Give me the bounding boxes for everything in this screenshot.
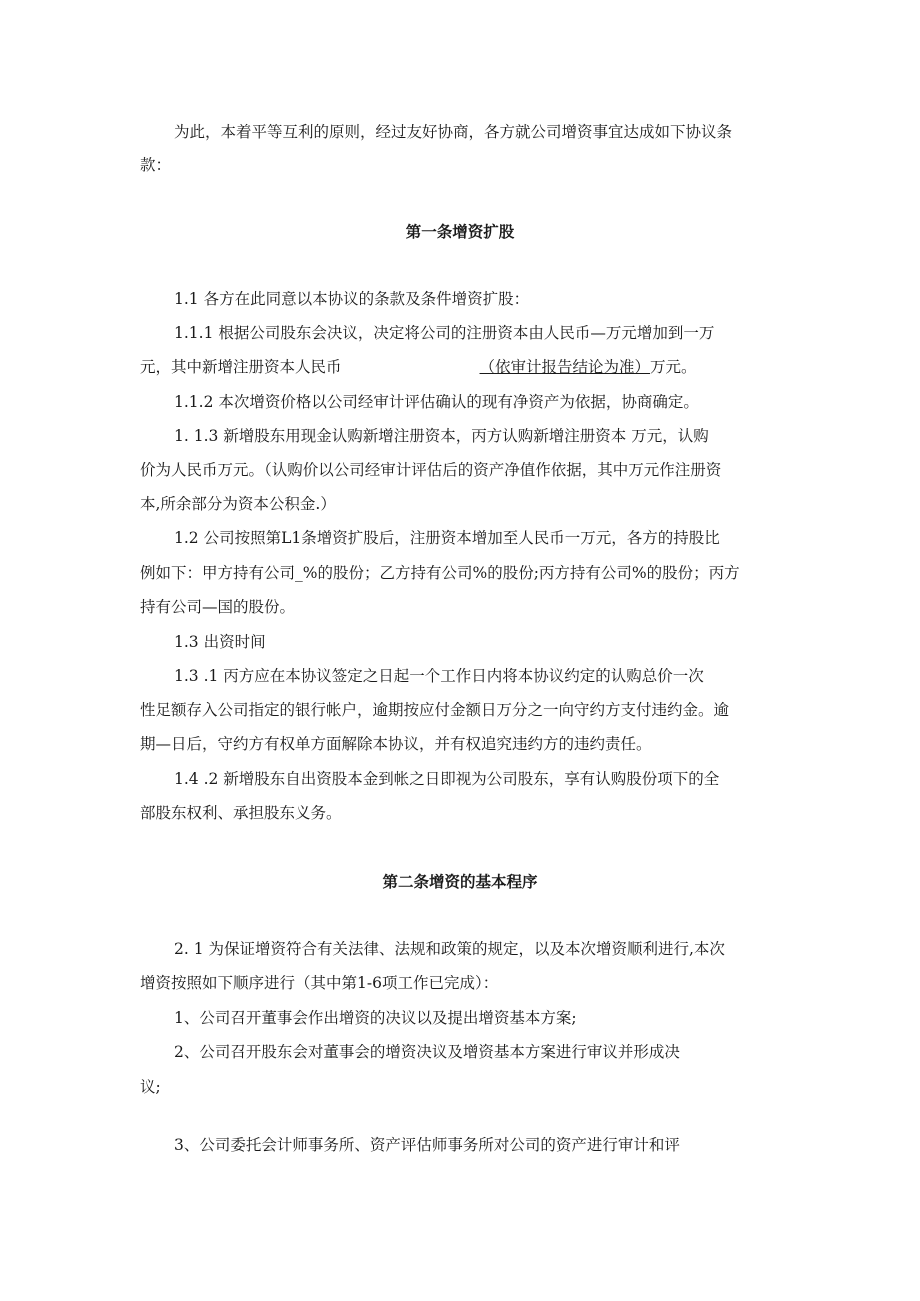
clause-1-3-1-line-3: 期—日后，守约方有权单方面解除本协议，并有权追究违约方的违约责任。	[140, 735, 652, 753]
step-1: 1、公司召开董事会作出增资的决议以及提出增资基本方案;	[174, 1009, 577, 1027]
clause-1-1-1-text: 元，其中新增注册资本人民币	[140, 358, 342, 376]
clause-1-2-line-1: 1.2 公司按照第L1条增资扩股后，注册资本增加至人民币一万元，各方的持股比	[174, 529, 720, 547]
clause-1-3-1-line-2: 性足额存入公司指定的银行帐户，逾期按应付金额日万分之一向守约方支付违约金。逾	[140, 701, 730, 719]
clause-1-1-1-line-2	[140, 357, 790, 377]
step-2-line-2: 议;	[140, 1078, 161, 1096]
clause-1-1-1-line-1: 1.1.1 根据公司股东会决议，决定将公司的注册资本由人民币—万元增加到一万	[174, 324, 715, 342]
clause-1-3: 1.3 出资时间	[174, 633, 266, 651]
clause-2-1-line-1: 2. 1 为保证增资符合有关法律、法规和政策的规定，以及本次增资顺利进行,本次	[174, 940, 725, 958]
clause-1-1-2: 1.1.2 本次增资价格以公司经审计评估确认的现有净资产为依据，协商确定。	[174, 393, 699, 411]
clause-2-1-line-2: 增资按照如下顺序进行（其中第1-6项工作已完成）：	[140, 974, 499, 992]
audit-report-underlined-text: （依审计报告结论为准）	[479, 358, 651, 376]
article-2-heading: 第二条增资的基本程序	[382, 873, 538, 891]
step-3: 3、公司委托会计师事务所、资产评估师事务所对公司的资产进行审计和评	[174, 1136, 680, 1154]
clause-1-1-3-line-2: 价为人民币万元。（认购价以公司经审计评估后的资产净值作依据，其中万元作注册资	[140, 461, 722, 479]
clause-1-3-1-line-1: 1.3 .1 丙方应在本协议签定之日起一个工作日内将本协议约定的认购总价一次	[174, 667, 704, 685]
clause-1-1: 1.1 各方在此同意以本协议的条款及条件增资扩股：	[174, 290, 530, 308]
clause-1-2-line-2: 例如下：甲方持有公司_%的股份；乙方持有公司%的股份;丙方持有公司%的股份；丙方	[140, 564, 740, 582]
article-1-heading: 第一条增资扩股	[405, 223, 515, 241]
step-2-line-1: 2、公司召开股东会对董事会的增资决议及增资基本方案进行审议并形成决	[174, 1043, 680, 1061]
clause-1-2-line-3: 持有公司—国的股份。	[140, 598, 296, 616]
clause-1-1-1-unit: 万元。	[650, 358, 697, 376]
clause-1-4-line-2: 部股东权利、承担股东义务。	[140, 804, 342, 822]
clause-1-4-line-1: 1.4 .2 新增股东自出资股本金到帐之日即视为公司股东，享有认购股份项下的全	[174, 770, 720, 788]
intro-paragraph-line-1: 为此，本着平等互利的原则，经过友好协商，各方就公司增资事宜达成如下协议条	[174, 123, 733, 141]
clause-1-1-3-line-3: 本,所余部分为资本公积金.）	[140, 495, 336, 513]
intro-paragraph-line-2: 款：	[140, 156, 172, 174]
clause-1-1-3-line-1: 1. 1.3 新增股东用现金认购新增注册资本，丙方认购新增注册资本 万元，认购	[174, 427, 709, 445]
